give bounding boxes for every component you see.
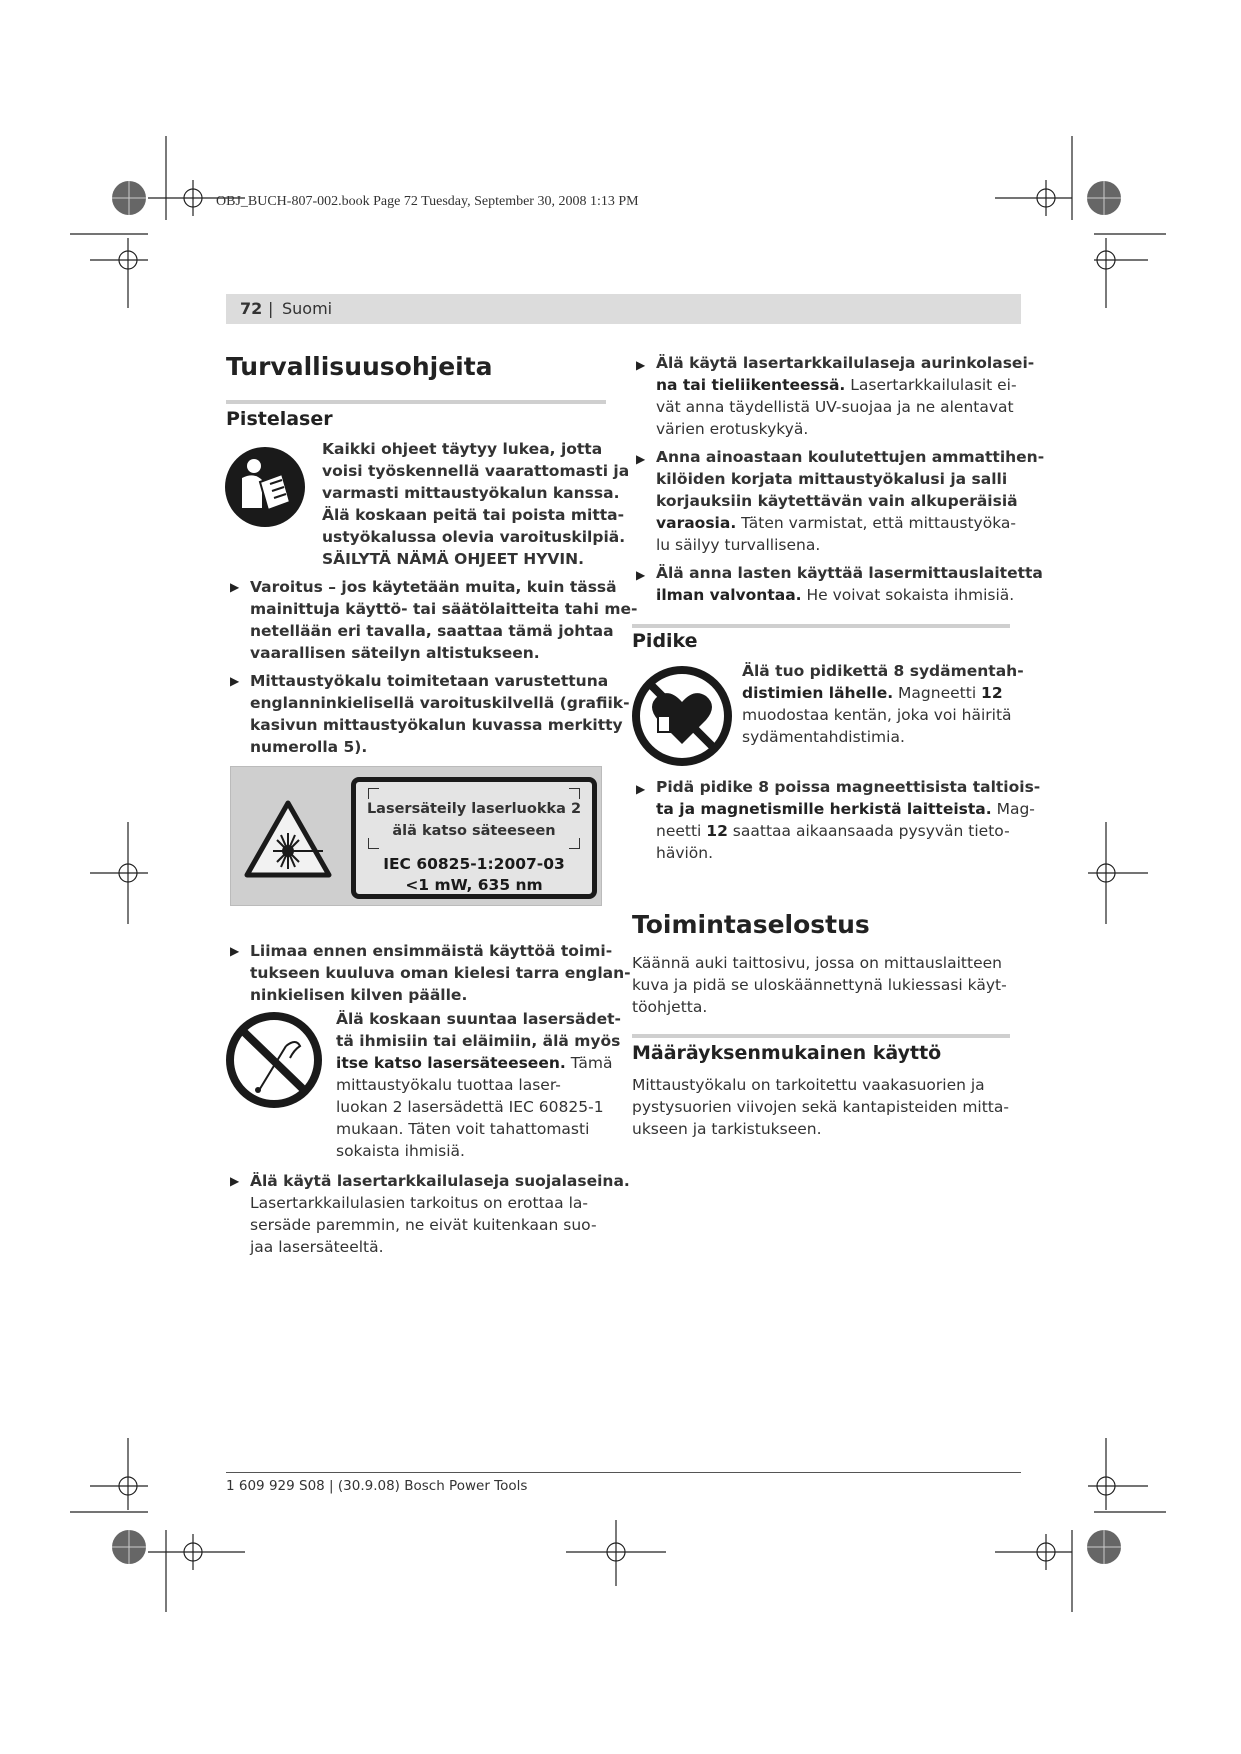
section-rule — [632, 624, 1010, 628]
pidike-warning-text: Älä tuo pidikettä 8 sydämentah- distimien lähelle. Magneetti 12 muodostaa kentän, joka voi häiritä sydämentahdistimia. — [742, 662, 1024, 746]
triangle-bullet-icon: ▶ — [636, 782, 646, 796]
section-heading-pistelaser: Pistelaser — [226, 408, 333, 430]
bullet-sticker-text: Liimaa ennen ensimmäistä käyttöä toimi- tukseen kuuluva oman kielesi tarra englan- ninkielisen kilven päälle. — [250, 942, 631, 1004]
intended-use-text: Mittaustyökalu on tarkoitettu vaakasuorien ja pystysuorien viivojen sekä kantapisteiden mitta- ukseen ja tarkistukseen. — [632, 1076, 1009, 1138]
section-rule — [632, 1034, 1010, 1038]
label-line-4: <1 mW, 635 nm — [405, 876, 543, 894]
no-beam-at-people-icon — [224, 1010, 324, 1110]
page-number: 72 — [240, 299, 263, 318]
section-heading-intended-use: Määräyksenmukainen käyttö — [632, 1042, 942, 1064]
bullet-warning-text: Varoitus – jos käytetään muita, kuin tässä mainittuja käyttö- tai säätölaitteita tahi me- netellään eri tavalla, saattaa tämä johtaa vaarallisen säteilyn altistukseen. — [250, 578, 638, 662]
triangle-bullet-icon: ▶ — [230, 1174, 240, 1188]
triangle-bullet-icon: ▶ — [636, 358, 646, 372]
header-language: Suomi — [282, 299, 333, 318]
label-line-2: älä katso säteeseen — [392, 823, 556, 839]
description-text: Käännä auki taittosivu, jossa on mittauslaitteen kuva ja pidä se uloskäännettynä lukiessasi käyt- töohjetta. — [632, 954, 1007, 1016]
label-line-1: Lasersäteily laserluokka 2 — [366, 801, 582, 817]
triangle-bullet-icon: ▶ — [636, 568, 646, 582]
print-mark: OBJ_BUCH-807-002.book Page 72 Tuesday, September 30, 2008 1:13 PM — [216, 194, 639, 209]
bullet-goggles-text: Älä käytä lasertarkkailulaseja suojalaseina. Lasertarkkailulasien tarkoitus on erottaa la- sersäde paremmin, ne eivät kuitenkaan suo- jaa lasersäteeltä. — [250, 1172, 630, 1256]
laser-warning-label — [230, 766, 602, 906]
section-title-toimintaselostus: Toimintaselostus — [632, 910, 870, 939]
bullet-children-text: Älä anna lasten käyttää lasermittauslaitetta ilman valvontaa. He voivat sokaista ihmisiä. — [656, 564, 1043, 604]
beam-warning-text: Älä koskaan suuntaa lasersädet- tä ihmisiin tai eläimiin, älä myös itse katso lasersäteeseen. Tämä mittaustyökalu tuottaa laser- luokan 2 lasersädettä IEC 60825-1 mukaan. Täten voit tahattomasti sokaista ihmisiä. — [336, 1010, 621, 1160]
triangle-bullet-icon: ▶ — [230, 944, 240, 958]
no-pacemaker-icon — [630, 664, 734, 768]
triangle-bullet-icon: ▶ — [636, 452, 646, 466]
bullet-label-text: Mittaustyökalu toimitetaan varustettuna englanninkielisellä varoituskilvellä (grafiik- kasivun mittaustyökalun kuvassa merkitty numerolla 5). — [250, 672, 630, 756]
bullet-magnet-text: Pidä pidike 8 poissa magneettisista taltiois- ta ja magnetismille herkistä laitteista. Mag- neetti 12 saattaa aikaansaada pysyvän tieto- häviön. — [656, 778, 1041, 862]
laser-warning-icon — [243, 799, 333, 879]
page-header — [226, 294, 1021, 324]
bullet-repair-text: Anna ainoastaan koulutettujen ammattihen- kilöiden korjata mittaustyökalusi ja salli korjauksiin käytettävän vain alkuperäisiä varaosia. Täten varmistat, että mittaustyöka- lu säilyy turvallisena. — [656, 448, 1045, 554]
page-footer: 1 609 929 S08 | (30.9.08) Bosch Power Tools — [226, 1478, 528, 1494]
triangle-bullet-icon: ▶ — [230, 580, 240, 594]
footer-rule — [226, 1472, 1021, 1473]
read-manual-icon — [224, 446, 306, 528]
bullet-sunglasses-text: Älä käytä lasertarkkailulaseja aurinkolasei- na tai tieliikenteessä. Lasertarkkailulasit ei- vät anna täydellistä UV-suojaa ja ne alentavat värien erotuskykyä. — [656, 354, 1035, 438]
section-heading-pidike: Pidike — [632, 630, 698, 652]
triangle-bullet-icon: ▶ — [230, 674, 240, 688]
label-line-3: IEC 60825-1:2007-03 — [383, 855, 565, 873]
label-text-box — [351, 777, 597, 899]
intro-text: Kaikki ohjeet täytyy lukea, jotta voisi työskennellä vaarattomasti ja varmasti mittaustyökalun kanssa. Älä koskaan peitä tai poista mitta- ustyökalussa olevia varoituskilpiä. SÄILYTÄ NÄMÄ OHJEET HYVIN. — [322, 440, 630, 568]
header-separator: | — [268, 299, 274, 318]
section-rule — [226, 400, 606, 404]
page-title: Turvallisuusohjeita — [226, 352, 493, 381]
